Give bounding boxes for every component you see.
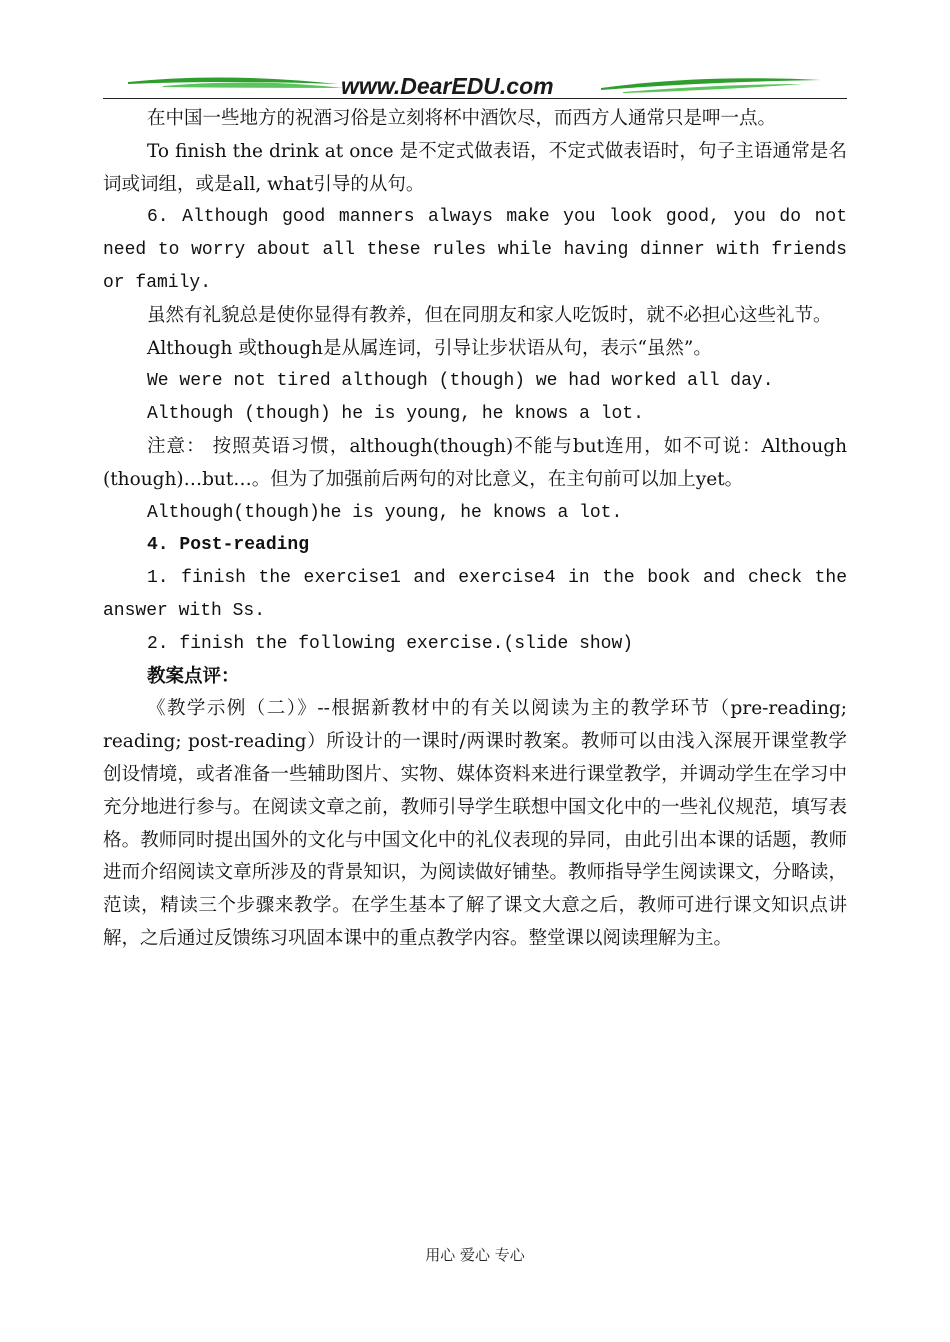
paragraph-sentence-6-translation: 虽然有礼貌总是使你显得有教养，但在同朋友和家人吃饭时，就不必担心这些礼节。 [147,304,832,326]
page-footer: 用心 爱心 专心 [425,1246,525,1264]
site-name-text: www.DearEDU.com [341,73,554,99]
example-sentence-2: Although (though) he is young, he knows a lot. [147,404,644,425]
paragraph-toast-custom: 在中国一些地方的祝酒习俗是立刻将杯中酒饮尽，而西方人通常只是呷一点。 [147,108,777,129]
task-item-2: 2. finish the following exercise.(slide show) [147,633,634,654]
example-sentence-3: Although(though)he is young, he knows a lot. [147,502,623,523]
section-heading-lesson-review: 教案点评： [147,665,240,687]
site-header-banner [103,70,847,100]
paragraph-lesson-review: 《教学示例（二）》--根据新教材中的有关以阅读为主的教学环节（pre-reading; reading; post-reading）所设计的一课时/两课时教案。教师可以由浅入深展开课堂教学创设情境，或者准备一些辅助图片、实物、媒体资料来进行课堂教学，并调动学生在学习中充分地进行参与。在阅读文章之前，教师引导学生联想中国文化中的一些礼仪规范，填写表格。教师同时提出国外的文化与中国文化中的礼仪表现的异同，由此引出本课的话题，教师进而介绍阅读文章所涉及的背景知识，为阅读做好铺垫。教师指导学生阅读课文，分略读，范读，精读三个步骤来教学。在学生基本了解了课文大意之后，教师可进行课文知识点讲解，之后通过反馈练习巩固本课中的重点教学内容。整堂课以阅读理解为主。 [103,698,847,949]
paragraph-although-note: Although 或though是从属连词，引导让步状语从句，表示“虽然”。 [147,337,712,359]
section-heading-post-reading: 4. Post-reading [147,535,310,556]
paragraph-sentence-6: 6. Although good manners always make you look good, you do not need to worry about all these rules while having dinner with friends or family. [103,207,847,293]
task-item-1: 1. finish the exercise1 and exercise4 in the book and check the answer with Ss. [103,568,847,621]
header-swoosh-graphic [103,70,847,100]
example-sentence-1: We were not tired although (though) we had worked all day. [147,371,774,392]
paragraph-infinitive-note: To finish the drink at once 是不定式做表语，不定式做表语时，句子主语通常是名词或词组，或是all, what引导的从句。 [103,140,847,195]
paragraph-attention-note: 注意： 按照英语习惯，although(though)不能与but连用，如不可说：Although (though)…but…。但为了加强前后两句的对比意义，在主句前可以加上yet。 [103,435,847,490]
document-body [103,103,847,956]
header-rule [103,98,847,99]
